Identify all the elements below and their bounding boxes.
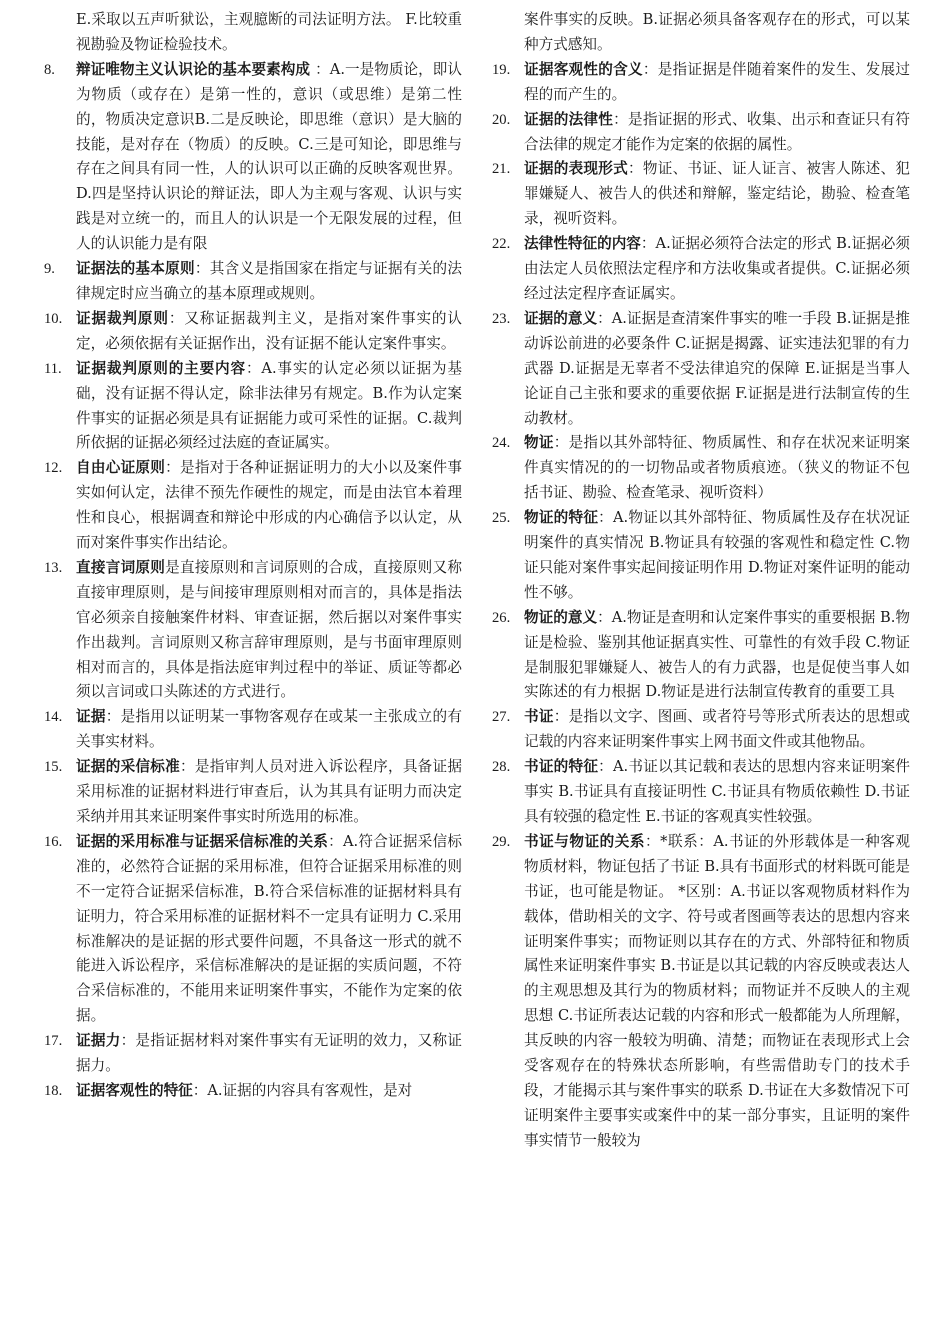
item-number: 27. [492, 709, 511, 726]
list-item [492, 307, 910, 432]
list-item [492, 431, 910, 506]
item-text: ：A.书证以其记载和表达的思想内容来证明案件事实 B.书证具有直接证明性 C.书证具有物质依赖性 D.书证具有较强的稳定性 E.书证的客观真实性较强。 [524, 758, 910, 825]
list-item [44, 705, 462, 755]
item-text: ：A.物证是查明和认定案件事实的重要根据 B.物证是检验、鉴别其他证据真实性、可靠性的有效手段 C.物证是制服犯罪嫌疑人、被告人的有力武器，也是促使当事人如实陈述的有力根据 D.物证是进行法制宣传教育的重要工具 [524, 608, 910, 701]
item-term: 辩证唯物主义认识论的基本要素构成 [76, 60, 316, 78]
item-term: 直接言词原则 [76, 558, 166, 576]
item-term: 证据的意义 [524, 309, 598, 327]
item-term: 证据客观性的含义 [524, 60, 643, 78]
list-item [44, 357, 462, 457]
item-number: 12. [44, 460, 63, 477]
list-item [492, 830, 910, 1154]
item-number: 14. [44, 709, 63, 726]
item-term: 证据裁判原则的主要内容 [76, 359, 246, 377]
list-item [492, 108, 910, 158]
item-text: 是直接原则和言词原则的合成，直接原则又称直接审理原则，是与间接审理原则相对而言的，具体是指法官必须亲自接触案件材料、审查证据，然后据以对案件事实作出裁判。言词原则又称言辞审理原则，是与书面审理原则相对而言的，具体是指法庭审判过程中的举证、质证等都必须以言词或口头陈述的方式进行。 [76, 558, 462, 701]
item-term: 法律性特征的内容 [524, 235, 641, 253]
list-item [492, 58, 910, 108]
list-item [44, 1029, 462, 1079]
item-text: ：其含义是指国家在指定与证据有关的法律规定时应当确立的基本原理或规则。 [76, 260, 462, 302]
item-term: 证据 [76, 708, 106, 726]
list-item [44, 456, 462, 556]
left-column [44, 8, 462, 1104]
item-text: ：A.证据是查清案件事实的唯一手段 B.证据是推动诉讼前进的必要条件 C.证据是揭露、证实违法犯罪的有力武器 D.证据是无辜者不受法律追究的保障 E.证据是当事人论证自己主张和要求的重要依据 F.证据是进行法制宣传的生动教材。 [524, 309, 910, 427]
item-text: ：A.证据必须符合法定的形式 B.证据必须由法定人员依照法定程序和方法收集或者提供。C.证据必须经过法定程序查证属实。 [524, 235, 910, 302]
item-term: 物证的意义 [524, 608, 598, 626]
item-number: 26. [492, 609, 511, 626]
item-number: 19. [492, 61, 511, 78]
item-text: ：物证、书证、证人证言、被害人陈述、犯罪嫌疑人、被告人的供述和辩解，鉴定结论，勘验、检查笔录，视听资料。 [524, 160, 910, 228]
item-text: ：是指证据是伴随着案件的发生、发展过程的而产生的。 [524, 60, 910, 103]
item-term: 物证 [524, 434, 554, 452]
item-text: ：A.证据的内容具有客观性，是对 [192, 1081, 413, 1099]
item-text: ：A.物证以其外部特征、物质属性及存在状况证明案件的真实情况 B.物证具有较强的客观性和稳定性 C.物证只能对案件事实起间接证明作用 D.物证对案件证明的能动性不够。 [524, 509, 910, 601]
item-term: 物证的特征 [524, 509, 599, 527]
item-text: ：是指以文字、图画、或者符号等形式所表达的思想或记载的内容来证明案件事实上网书面文件或其他物品。 [524, 708, 910, 751]
list-item [44, 58, 462, 257]
item-term: 自由心证原则 [76, 459, 166, 477]
list-item [492, 232, 910, 307]
item-text: ：A.符合证据采信标准的，必然符合证据的采用标准，但符合证据采用标准的则不一定符合证据采信标准，B.符合采信标准的证据材料具有证明力，符合采用标准的证据材料不一定具有证明力 C.采用标准解决的是证据的形式要件问题，不具备这一形式的就不能进入诉讼程序，采信标准解决的是证据的实质问题，不符合采信标准的，不能用来证明案件事实，不能作为定案的依据。 [76, 832, 462, 1025]
list-item [492, 755, 910, 830]
item-number: 23. [492, 310, 511, 327]
continued-paragraph [492, 8, 910, 58]
continued-paragraph [44, 8, 462, 58]
item-text: ：是指证据材料对案件事实有无证明的效力，又称证据力。 [76, 1032, 462, 1075]
item-number: 29. [492, 833, 511, 850]
item-term: 证据客观性的特征 [76, 1081, 193, 1099]
item-text: ：A.一是物质论，即认为物质（或存在）是第一性的，意识（或思维）是第二性的，物质决定意识B.二是反映论，即思维（意识）是大脑的技能，是对存在（物质）的反映。C.三是可知论，即思维与存在之间具有同一性，人的认识可以正确的反映客观世界。D.四是坚持认识论的辩证法，即人为主观与客观、认识与实践是对立统一的，而且人的认识是一个无限发展的过程，但人的认识能力是有限 [76, 60, 462, 253]
list-item [492, 506, 910, 606]
list-item [44, 755, 462, 830]
list-item [44, 556, 462, 705]
list-item [492, 705, 910, 755]
item-number: 21. [492, 161, 511, 178]
item-term: 书证的特征 [524, 758, 599, 776]
list-item [44, 830, 462, 1029]
item-number: 24. [492, 435, 511, 452]
item-text: 案件事实的反映。B.证据必须具备客观存在的形式，可以某种方式感知。 [524, 11, 910, 53]
item-number: 28. [492, 759, 511, 776]
list-item [44, 257, 462, 307]
item-number: 25. [492, 510, 511, 527]
item-text: E.采取以五声听狱讼，主观臆断的司法证明方法。 F.比较重视勘验及物证检验技术。 [76, 11, 462, 53]
item-number: 15. [44, 759, 63, 776]
item-text: ：又称证据裁判主义，是指对案件事实的认定，必须依据有关证据作出，没有证据不能认定案件事实。 [76, 309, 462, 352]
item-term: 证据的法律性 [524, 110, 614, 128]
item-term: 书证与物证的关系 [524, 832, 645, 850]
list-item [44, 1079, 462, 1104]
item-term: 证据的采信标准 [76, 758, 180, 776]
item-number: 17. [44, 1033, 63, 1050]
item-text: ：*联系：A.书证的外形载体是一种客观物质材料，物证包括了书证 B.具有书面形式的材料既可能是书证，也可能是物证。 *区别：A.书证以客观物质材料作为载体，借助相关的文字、符号或者图画等表达的思想内容来证明案件事实；而物证则以其存在的方式、外部特征和物质属性来证明案件事实 B.书证是以其记载的内容反映或表达人的主观思想及其行为的物质材料；而物证并不反映人的主观思想 C.书证所表达记载的内容和形式一般都能为人所理解，其反映的内容一般较为明确、清楚；而物证在表现形式上会受客观存在的特殊状态所影响，有些需借助专门的技术手段，才能揭示其与案件事实的联系 D.书证在大多数情况下可证明案件主要事实或案件中的某一部分事实，且证明的案件事实情节一般较为 [524, 832, 910, 1149]
item-number: 8. [44, 61, 55, 78]
item-text: ：是指用以证明某一事物客观存在或某一主张成立的有关事实材料。 [76, 708, 462, 751]
item-text: ：是指审判人员对进入诉讼程序，具备证据采用标准的证据材料进行审查后，认为其具有证明力而决定采纳并用其来证明案件事实时所选用的标准。 [76, 758, 462, 825]
item-term: 书证 [524, 708, 554, 726]
item-number: 20. [492, 111, 511, 128]
item-term: 证据的采用标准与证据采信标准的关系 [76, 832, 329, 850]
item-term: 证据力 [76, 1032, 121, 1050]
item-number: 22. [492, 236, 511, 253]
right-column [492, 8, 910, 1154]
item-term: 证据的表现形式 [524, 160, 628, 178]
item-text: ：是指以其外部特征、物质属性、和存在状况来证明案件真实情况的的一切物品或者物质痕迹。（狭义的物证不包括书证、勘验、检查笔录、视听资料） [524, 434, 910, 502]
item-number: 9. [44, 261, 55, 278]
item-number: 13. [44, 559, 63, 576]
item-term: 证据裁判原则 [76, 309, 169, 327]
item-number: 16. [44, 833, 63, 850]
item-text: ：A.事实的认定必须以证据为基础，没有证据不得认定，除非法律另有规定。B.作为认定案件事实的证据必须是具有证据能力或可采性的证据。C.裁判所依据的证据必须经过法庭的查证属实。 [76, 359, 462, 452]
item-number: 10. [44, 310, 63, 327]
item-number: 11. [44, 360, 62, 377]
item-text: ：是指对于各种证据证明力的大小以及案件事实如何认定，法律不预先作硬性的规定，而是由法官本着理性和良心，根据调查和辩论中形成的内心确信予以认定，从而对案件事实作出结论。 [76, 459, 462, 552]
list-item [492, 157, 910, 232]
item-term: 证据法的基本原则 [76, 260, 195, 278]
list-item [492, 606, 910, 706]
list-item [44, 307, 462, 357]
item-number: 18. [44, 1082, 63, 1099]
item-text: ：是指证据的形式、收集、出示和查证只有符合法律的规定才能作为定案的依据的属性。 [524, 110, 910, 153]
